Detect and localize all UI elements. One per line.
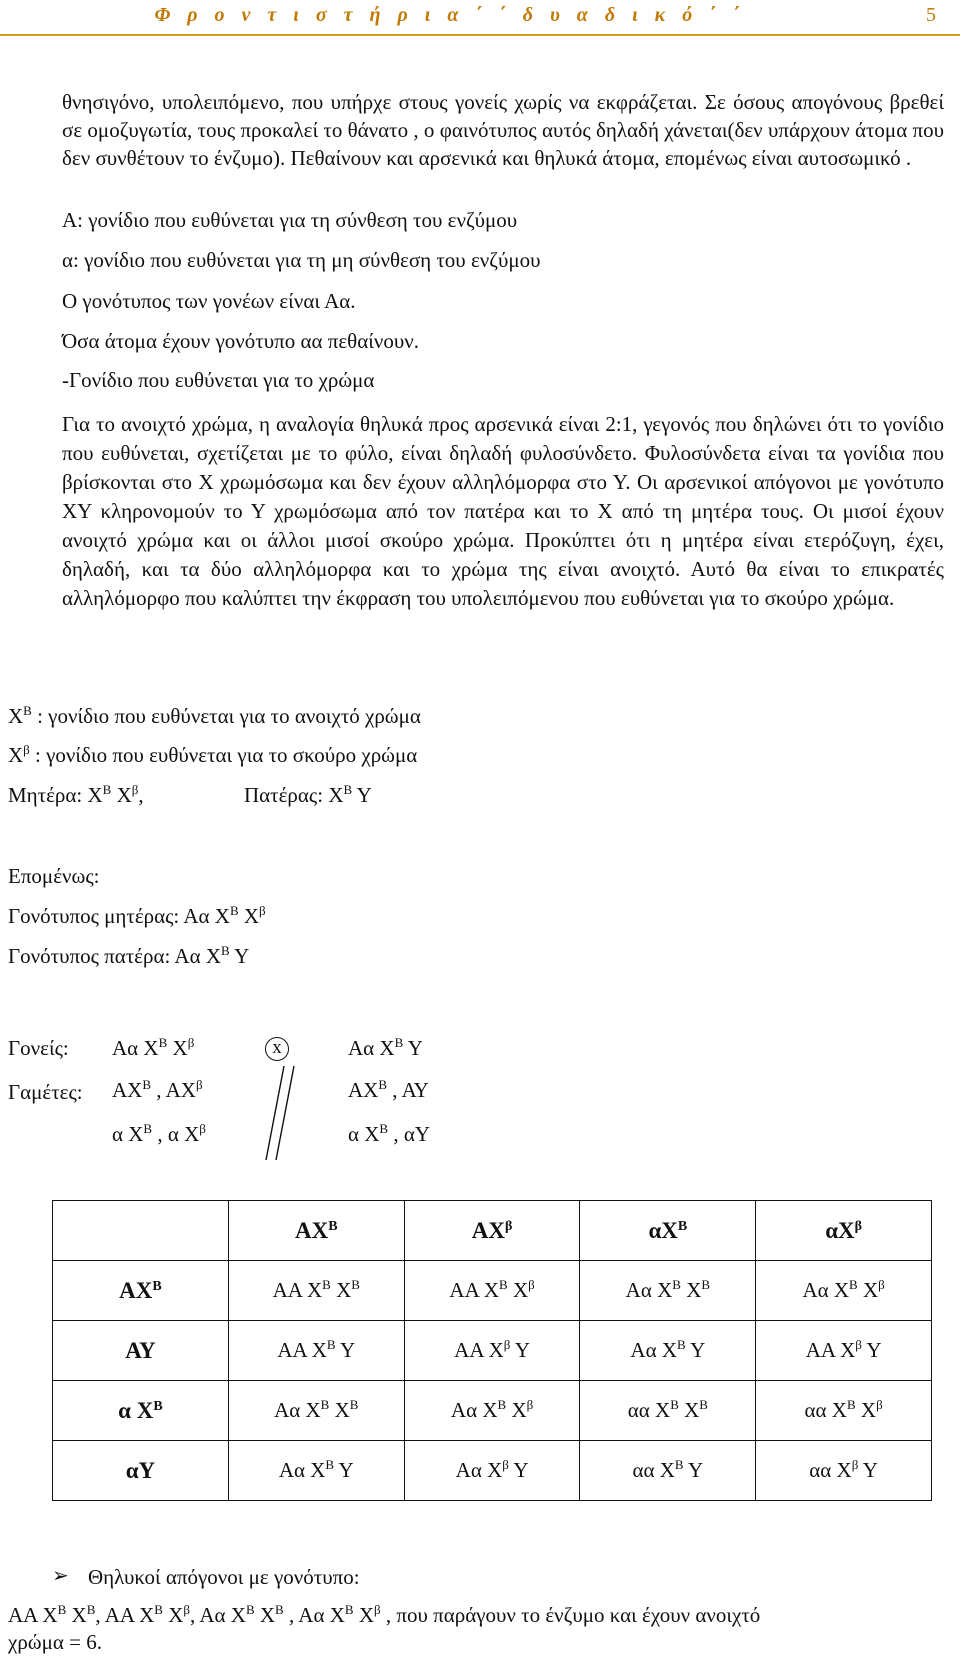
- arrow-bullet-icon: ➢: [52, 1565, 69, 1587]
- header-title: Φ ρ ο ν τ ι σ τ ή ρ ι α ΄ ΄ δ υ α δ ι κ ό ΄ ΄: [154, 4, 746, 26]
- mother-gametes-row1: $AX^B$ , $AX^\beta$: [112, 1077, 203, 1102]
- gene-a-definition: α: γονίδιο που ευθύνεται για τη μη σύνθεση του ενζύμου: [62, 248, 541, 272]
- table-row: [53, 1441, 932, 1501]
- table-cell: ΑΑ $X^B$ Υ: [228, 1321, 404, 1381]
- row-header-aXB: α $X^B$: [53, 1381, 229, 1441]
- intro-paragraph: θνησιγόνο, υπολειπόμενο, που υπήρχε στους γονείς χωρίς να εκφράζεται. Σε όσους απογόνους βρεθεί σε ομοζυγωτία, τους προκαλεί το θάνατο , ο φαινότυπος αυτός δηλαδή χάνεται(δεν υπάρχουν άτομα που δεν συνθέτουν το ένζυμο). Πεθαίνουν και αρσενικά και θηλυκά άτομα, επομένως είναι αυτοσωμικό .: [62, 90, 944, 170]
- table-cell: ΑΑ $X^\beta$ Υ: [756, 1321, 932, 1381]
- mother-full-genotype: Γονότυπος μητέρας: Αα $X^B$ $X^\beta$: [8, 903, 266, 928]
- gamete-separator-lines: [262, 1064, 302, 1164]
- table-row: [53, 1321, 932, 1381]
- table-cell: Αα $X^B$ $X^\beta$: [756, 1261, 932, 1321]
- table-cell: ΑΑ $X^B$ $X^\beta$: [404, 1261, 580, 1321]
- punnett-square: [52, 1200, 932, 1501]
- symbol-XB-definition: $X^B$ : γονίδιο που ευθύνεται για το ανοιχτό χρώμα: [8, 703, 421, 728]
- parent-mother-cross: Αα $X^B$ $X^\beta$: [112, 1035, 195, 1060]
- table-cell: Αα $X^B$ $X^\beta$: [404, 1381, 580, 1441]
- father-gametes-row1: $AX^B$ , ΑΥ: [348, 1077, 429, 1102]
- table-cell: αα $X^B$ Υ: [580, 1441, 756, 1501]
- father-gametes-row2: α $X^B$ , αΥ: [348, 1121, 431, 1146]
- mother-gametes-row2: α $X^B$ , α $X^\beta$: [112, 1121, 206, 1146]
- page-header: [0, 0, 960, 36]
- table-cell: Αα $X^B$ $X^B$: [228, 1381, 404, 1441]
- table-cell: Αα $X^B$ Υ: [228, 1441, 404, 1501]
- parents-genotype: Ο γονότυπος των γονέων είναι Αα.: [62, 289, 356, 313]
- table-cell: Αα $X^B$ $X^B$: [580, 1261, 756, 1321]
- table-cell: Αα $X^\beta$ Υ: [404, 1441, 580, 1501]
- mother-genotype: Μητέρα: $X^B$ $X^\beta$,: [8, 782, 144, 807]
- table-cell: αα $X^\beta$ Υ: [756, 1441, 932, 1501]
- parent-father-cross: Αα $X^B$ Υ: [348, 1035, 423, 1060]
- col-header-aXB: $\alpha X^B$: [580, 1201, 756, 1261]
- symbol-Xb-definition: $X^\beta$ : γονίδιο που ευθύνεται για το σκούρο χρώμα: [8, 742, 418, 767]
- table-cell: ΑΑ $X^\beta$ Υ: [404, 1321, 580, 1381]
- table-cell: Αα $X^B$ Υ: [580, 1321, 756, 1381]
- col-header-AXb: $AX^\beta$: [404, 1201, 580, 1261]
- parents-label: Γονείς:: [8, 1036, 69, 1060]
- table-cell: αα $X^B$ $X^B$: [580, 1381, 756, 1441]
- punnett-header-row: [53, 1201, 932, 1261]
- col-header-aXb: $\alpha X^\beta$: [756, 1201, 932, 1261]
- page-number: 5: [926, 4, 936, 26]
- father-genotype: Πατέρας: $X^B$ Υ: [244, 782, 372, 807]
- females-title: Θηλυκοί απόγονοι με γονότυπο:: [88, 1565, 360, 1589]
- row-header-AY: ΑΥ: [53, 1321, 229, 1381]
- gametes-label: Γαμέτες:: [8, 1080, 83, 1104]
- table-cell: αα $X^B$ $X^\beta$: [756, 1381, 932, 1441]
- females-count: χρώμα = 6.: [8, 1630, 102, 1654]
- females-genotypes: ΑΑ $X^B$ $X^B$, ΑΑ $X^B$ $X^\beta$, Αα $X^B$ $X^B$ , Αα $X^B$ $X^\beta$ , που παράγουν το ένζυμο και έχουν ανοιχτό: [8, 1602, 761, 1627]
- col-header-AXB: $AX^B$: [228, 1201, 404, 1261]
- table-row: [53, 1261, 932, 1321]
- punnett-corner: [53, 1201, 229, 1261]
- color-gene-heading: -Γονίδιο που ευθύνεται για το χρώμα: [62, 368, 375, 392]
- lethal-statement: Όσα άτομα έχουν γονότυπο αα πεθαίνουν.: [62, 329, 419, 353]
- table-cell: ΑΑ $X^B$ $X^B$: [228, 1261, 404, 1321]
- cross-symbol: x: [265, 1037, 289, 1061]
- therefore-label: Επομένως:: [8, 864, 100, 888]
- gene-A-definition: Α: γονίδιο που ευθύνεται για τη σύνθεση του ενζύμου: [62, 208, 518, 232]
- father-full-genotype: Γονότυπος πατέρα: Αα $X^B$ Υ: [8, 943, 250, 968]
- row-header-AXB: $AX^B$: [53, 1261, 229, 1321]
- color-paragraph: Για το ανοιχτό χρώμα, η αναλογία θηλυκά προς αρσενικά είναι 2:1, γεγονός που δηλώνει ότι το γονίδιο που ευθύνεται, σχετίζεται με το φύλο, είναι δηλαδή φυλοσύνδετο. Φυλοσύνδετα είναι τα γονίδια που βρίσκονται στο Χ χρωμόσωμα και δεν έχουν αλληλόμορφα στο Υ. Οι αρσενικοί απόγονοι με γονότυπο ΧΥ κληρονομούν το Υ χρωμόσωμα από τον πατέρα και το Χ από τη μητέρα τους. Οι μισοί έχουν ανοιχτό χρώμα και οι άλλοι μισοί σκούρο χρώμα. Προκύπτει ότι η μητέρα είναι ετερόζυγη, έχει, δηλαδή, και τα δύο αλληλόμορφα και το χρώμα της είναι ανοιχτό. Αυτό θα είναι το επικρατές αλληλόμορφο που καλύπτει την έκφραση του υπολειπόμενου που ευθύνεται για το σκούρο χρώμα.: [62, 412, 944, 610]
- row-header-aY: αΥ: [53, 1441, 229, 1501]
- table-row: [53, 1381, 932, 1441]
